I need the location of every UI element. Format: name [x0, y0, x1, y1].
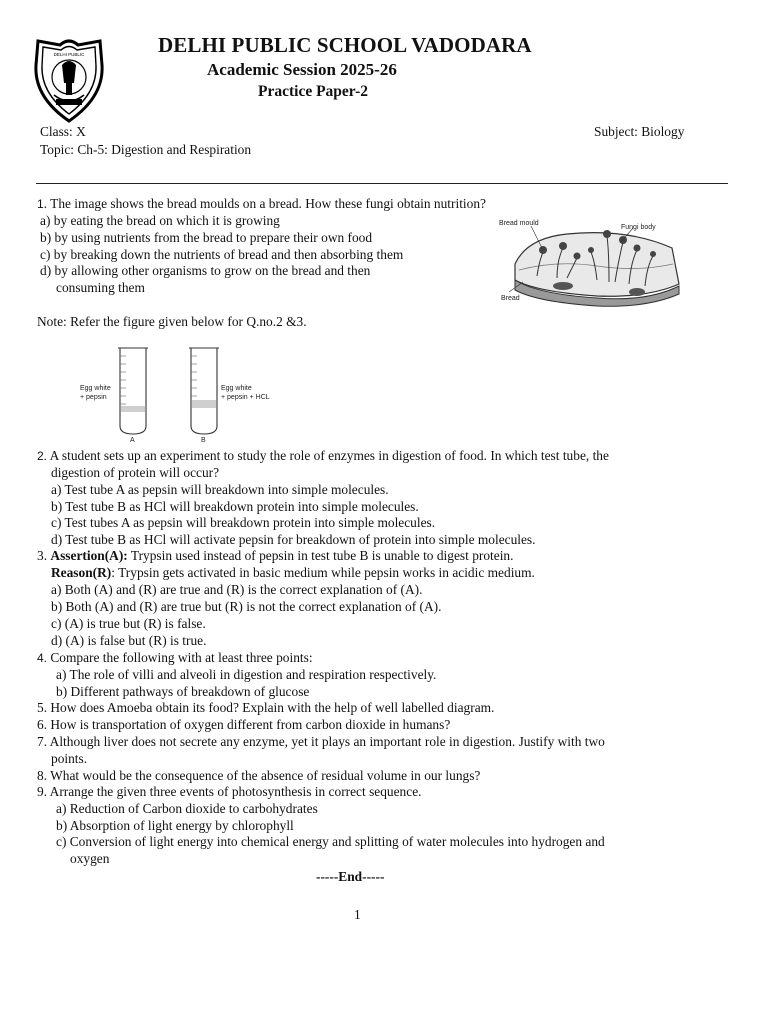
question-2-stem: 2. A student sets up an experiment to study the role of enzymes in digestion of food. In which test tube, the — [37, 448, 609, 463]
q2-option-a: a) Test tube A as pepsin will breakdown into simple molecules. — [51, 482, 389, 497]
q1-option-c: c) by breaking down the nutrients of bread and then absorbing them — [40, 247, 404, 262]
school-crest-icon — [30, 35, 108, 123]
q1-option-d-cont: consuming them — [56, 280, 145, 295]
question-7: 7. Although liver does not secrete any enzyme, yet it plays an important role in digestion. Justify with two — [37, 734, 605, 749]
q2-option-d: d) Test tube B as HCl will activate pepsin for breakdown of protein into simple molecules. — [51, 532, 536, 547]
q9-item-c-cont: oxygen — [70, 851, 110, 866]
tube-a-label-line2: + pepsin — [80, 394, 107, 401]
header-divider — [36, 183, 728, 184]
question-4-stem: 4. Compare the following with at least three points: — [37, 650, 313, 665]
question-6: 6. How is transportation of oxygen different from carbon dioxide in humans? — [37, 717, 451, 732]
q4-item-b: b) Different pathways of breakdown of glucose — [56, 684, 310, 699]
q3-option-d: d) (A) is false but (R) is true. — [51, 633, 207, 648]
question-9-stem: 9. Arrange the given three events of photosynthesis in correct sequence. — [37, 784, 422, 799]
q2-option-b: b) Test tube B as HCl will breakdown protein into simple molecules. — [51, 499, 419, 514]
bread-mould-figure — [497, 212, 687, 312]
svg-text:DELHI PUBLIC: DELHI PUBLIC — [53, 52, 85, 57]
question-7-cont: points. — [51, 751, 88, 766]
subject-label: Subject: Biology — [594, 124, 685, 139]
q9-item-c: c) Conversion of light energy into chemical energy and splitting of water molecules into hydrogen and — [56, 834, 605, 849]
q3-option-a: a) Both (A) and (R) are true and (R) is the correct explanation of (A). — [51, 582, 423, 597]
end-marker: -----End----- — [316, 869, 385, 884]
q9-item-b: b) Absorption of light energy by chlorophyll — [56, 818, 294, 833]
tube-b-letter: B — [201, 437, 206, 444]
question-2-stem-cont: digestion of protein will occur? — [51, 465, 220, 480]
question-1-stem: 1. The image shows the bread moulds on a bread. How these fungi obtain nutrition? — [37, 196, 486, 211]
bread-label: Bread — [501, 295, 520, 302]
note-text: Note: Refer the figure given below for Q.no.2 &3. — [37, 314, 307, 329]
tube-a-label-line1: Egg white — [80, 385, 111, 392]
school-logo — [30, 35, 108, 123]
fungi-body-label: Fungi body — [621, 224, 656, 231]
question-8: 8. What would be the consequence of the absence of residual volume in our lungs? — [37, 768, 481, 783]
test-tube-figure — [78, 342, 278, 446]
tube-b-label-line1: Egg white — [221, 385, 252, 392]
q9-item-a: a) Reduction of Carbon dioxide to carbohydrates — [56, 801, 318, 816]
q1-option-a: a) by eating the bread on which it is growing — [40, 213, 280, 228]
topic-label: Topic: Ch-5: Digestion and Respiration — [40, 142, 252, 157]
q1-option-b: b) by using nutrients from the bread to prepare their own food — [40, 230, 373, 245]
q4-item-a: a) The role of villi and alveoli in digestion and respiration respectively. — [56, 667, 437, 682]
question-3-assertion: 3. Assertion(A): Trypsin used instead of pepsin in test tube B is unable to digest protein. — [37, 548, 514, 563]
academic-session: Academic Session 2025-26 — [207, 60, 397, 79]
question-3-reason: Reason(R): Trypsin gets activated in basic medium while pepsin works in acidic medium. — [51, 565, 535, 580]
class-label: Class: X — [40, 124, 86, 139]
school-name: DELHI PUBLIC SCHOOL VADODARA — [158, 33, 532, 57]
q3-option-c: c) (A) is true but (R) is false. — [51, 616, 206, 631]
q3-option-b: b) Both (A) and (R) are true but (R) is not the correct explanation of (A). — [51, 599, 442, 614]
bread-mould-label: Bread mould — [499, 220, 539, 227]
page-number: 1 — [354, 907, 361, 922]
tube-b-label-line2: + pepsin + HCL — [221, 394, 270, 401]
q1-option-d: d) by allowing other organisms to grow on the bread and then — [40, 263, 371, 278]
question-5: 5. How does Amoeba obtain its food? Explain with the help of well labelled diagram. — [37, 700, 495, 715]
q2-option-c: c) Test tubes A as pepsin will breakdown protein into simple molecules. — [51, 515, 436, 530]
tube-a-letter: A — [130, 437, 135, 444]
paper-title: Practice Paper-2 — [258, 83, 369, 100]
